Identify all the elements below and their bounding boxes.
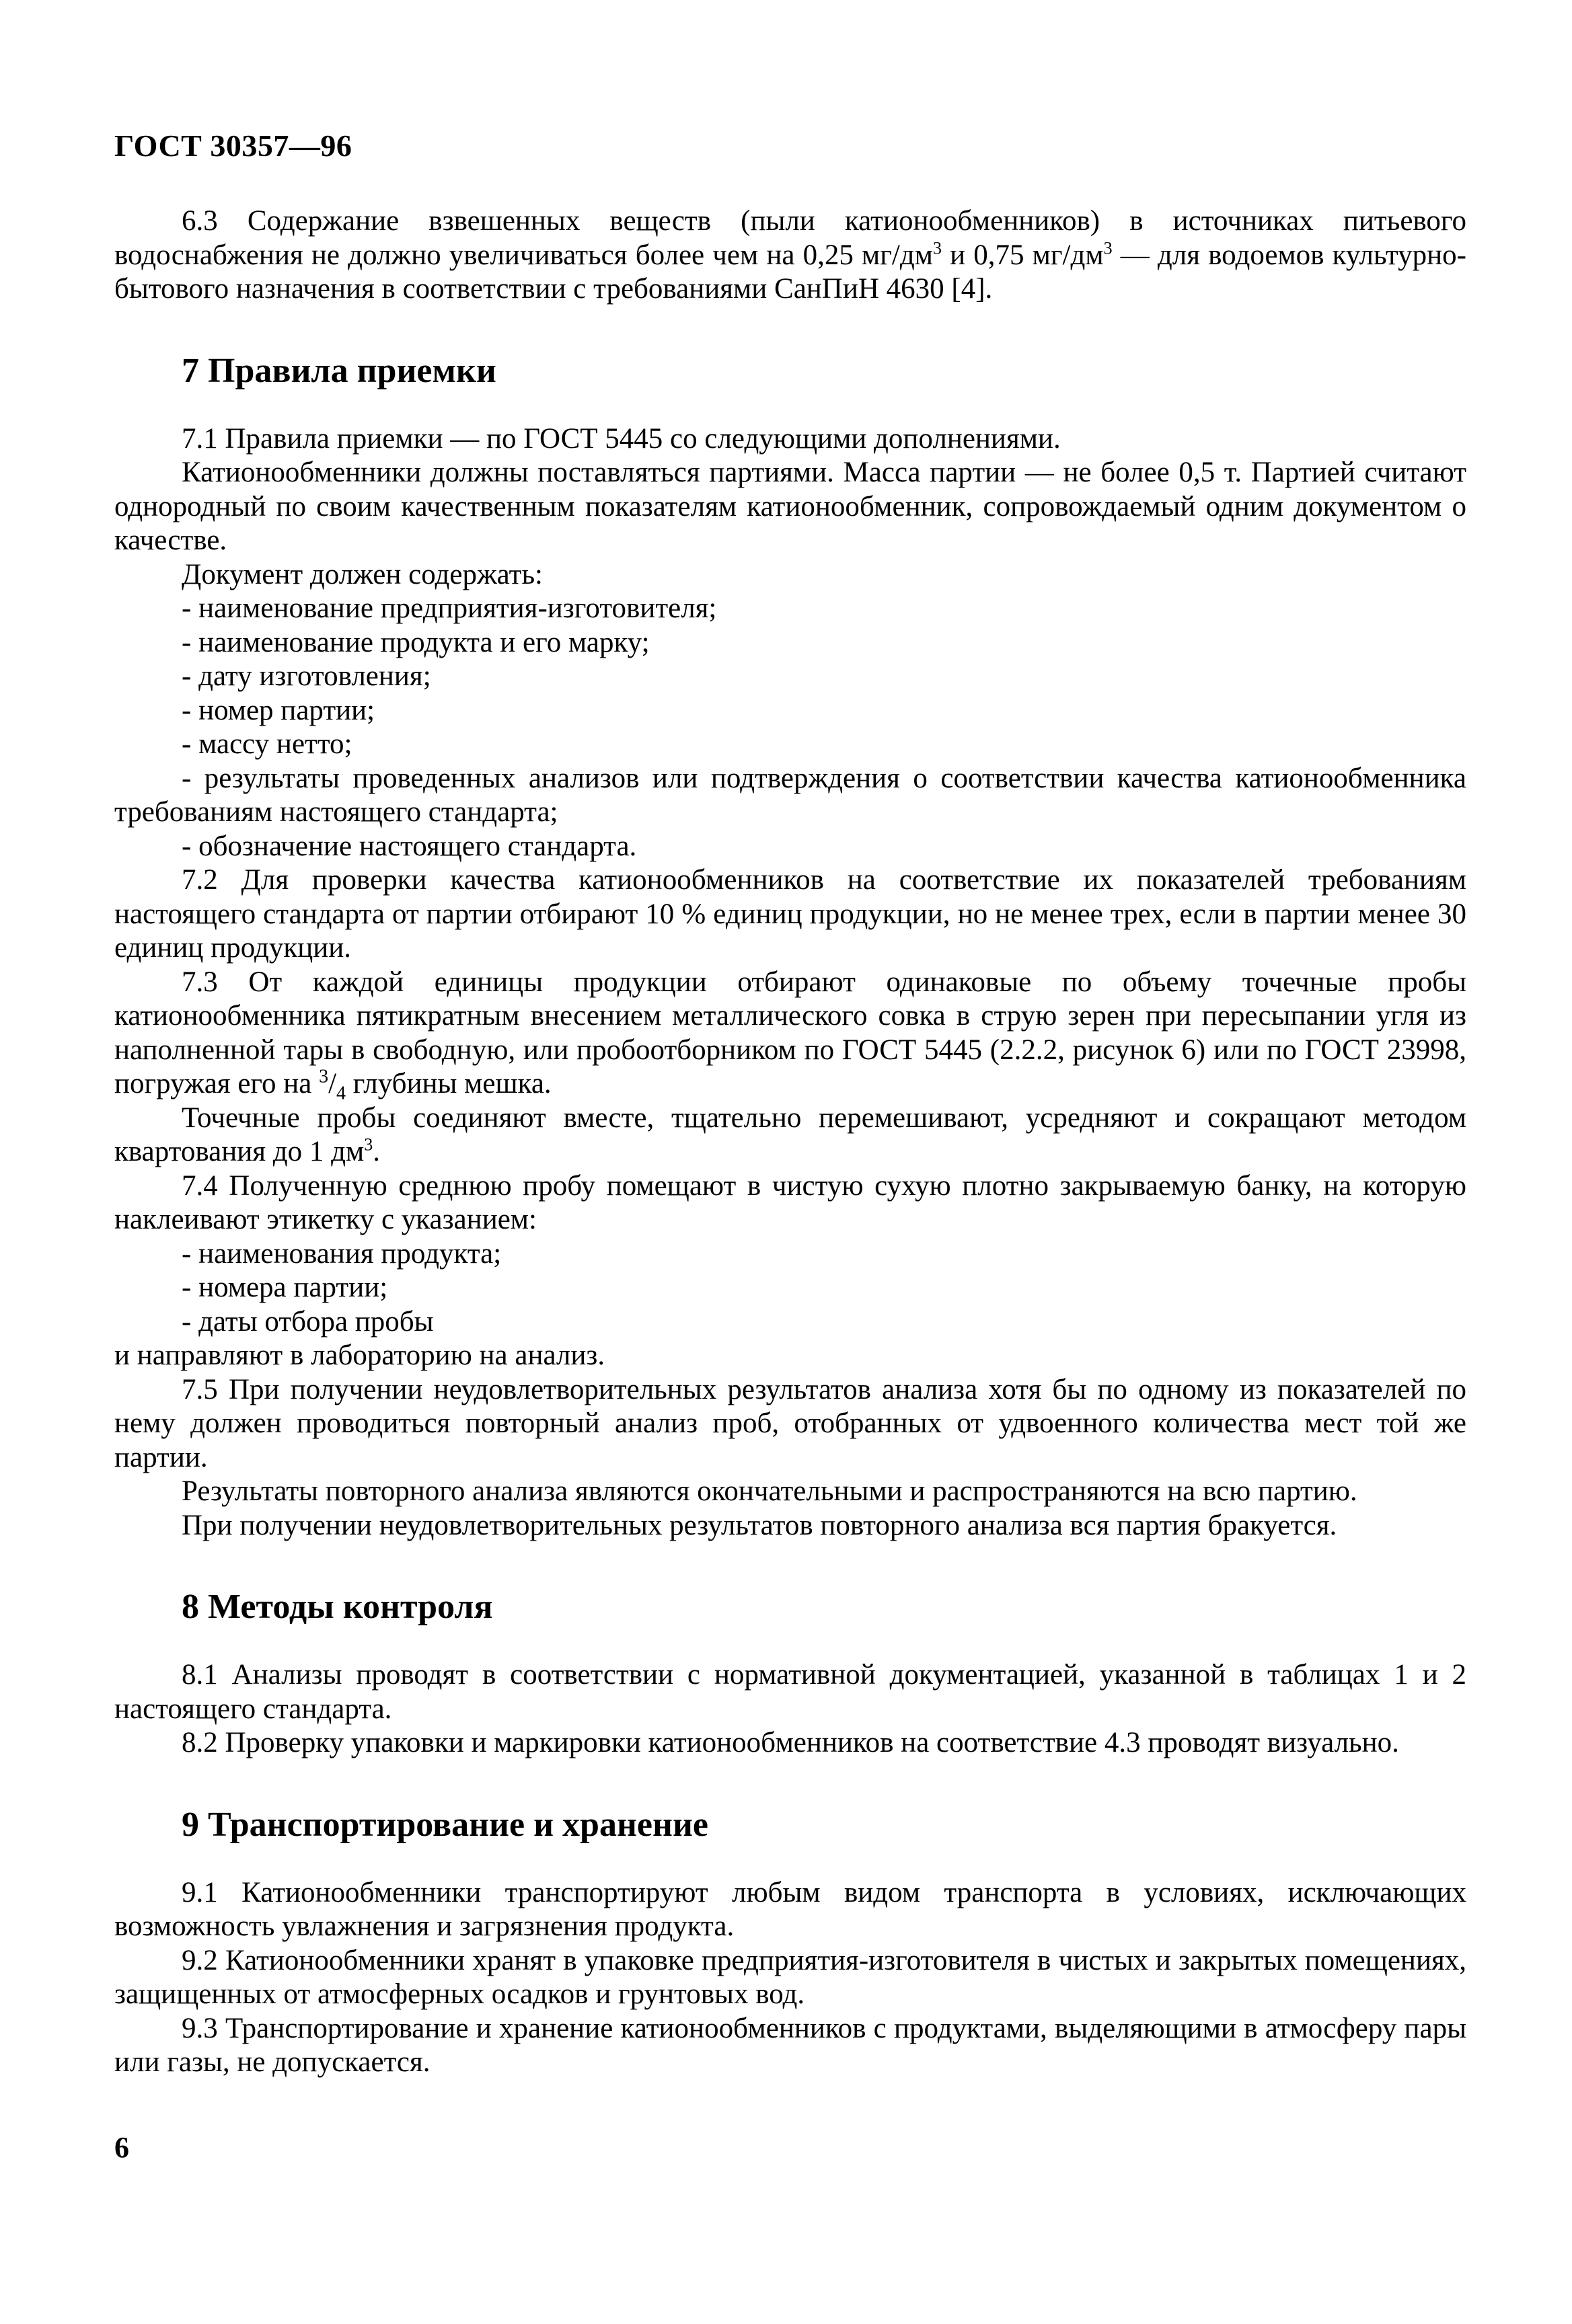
list-item: - массу нетто; bbox=[182, 728, 352, 760]
paragraph-7-3-quartering-text: Точечные пробы соединяют вместе, тщательно перемешивают, усредняют и сокращают методом квартования до 1 дм bbox=[114, 1101, 1466, 1167]
list-item: - наименования продукта; bbox=[182, 1237, 502, 1270]
list-item: - обозначение настоящего стандарта. bbox=[182, 830, 637, 862]
superscript-3: 3 bbox=[1103, 238, 1113, 258]
section-7-heading: 7 Правила приемки bbox=[182, 351, 496, 390]
list-item: - номера партии; bbox=[182, 1272, 388, 1303]
list-item: - наименование предприятия-изготовителя; bbox=[182, 592, 717, 624]
document-contents-intro: Документ должен содержать: bbox=[182, 558, 543, 590]
paragraph-7-5-final: Результаты повторного анализа являются окончательными и распространяются на всю партию. bbox=[182, 1475, 1357, 1507]
document-header: ГОСТ 30357—96 bbox=[114, 128, 352, 163]
paragraph-6-3-text-b: и 0,75 мг/дм bbox=[941, 239, 1104, 271]
paragraph-7-5: 7.5 При получении неудовлетворительных результатов анализа хотя бы по одному из показателей по нему должен проводиться повторный анализ проб, отобранных от удвоенного количества мест той же партии. bbox=[114, 1373, 1466, 1473]
fraction-three-quarters: $^3/_4$ bbox=[319, 1066, 346, 1104]
list-item: - наименование продукта и его марку; bbox=[182, 626, 650, 658]
superscript-3: 3 bbox=[932, 238, 942, 258]
paragraph-6-3-text-a: 6.3 Содержание взвешенных веществ (пыли катионообменников) в источниках питьевого водоснабжения не должно увеличиваться более чем на 0,25 мг/дм bbox=[114, 205, 1466, 271]
page-body bbox=[114, 0, 1466, 2324]
list-item: - даты отбора пробы bbox=[182, 1305, 434, 1338]
paragraph-7-3-text-a: 7.3 От каждой единицы продукции отбирают одинаковые по объему точечные пробы катионообменника пятикратным внесением металлического совка в струю зерен при пересыпании угля из наполненной тары в свободную, или пробоотборником по ГОСТ 5445 (2.2.2, рисунок 6) или по ГОСТ 23998, погружая его на bbox=[114, 966, 1466, 1099]
paragraph-9-3: 9.3 Транспортирование и хранение катионообменников с продуктами, выделяющими в атмосферу пары или газы, не допускается. bbox=[114, 2012, 1466, 2078]
paragraph-9-1: 9.1 Катионообменники транспортируют любым видом транспорта в условиях, исключающих возможность увлажнения и загрязнения продукта. bbox=[114, 1876, 1466, 1942]
list-item: - номер партии; bbox=[182, 694, 375, 726]
paragraph-6-3 bbox=[114, 204, 1466, 307]
list-item: - дату изготовления; bbox=[182, 660, 431, 692]
fraction-denominator: 4 bbox=[336, 1083, 346, 1104]
page-number: 6 bbox=[114, 2131, 129, 2164]
paragraph-9-2: 9.2 Катионообменники хранят в упаковке предприятия-изготовителя в чистых и закрытых помещениях, защищенных от атмосферных осадков и грунтовых вод. bbox=[114, 1944, 1466, 2010]
paragraph-8-2: 8.2 Проверку упаковки и маркировки катионообменников на соответствие 4.3 проводят визуально. bbox=[182, 1727, 1399, 1758]
document-content bbox=[114, 204, 1466, 2080]
paragraph-7-3 bbox=[114, 966, 1466, 1104]
paragraph-7-4-end: и направляют в лабораторию на анализ. bbox=[114, 1340, 605, 1371]
paragraph-7-5-reject: При получении неудовлетворительных результатов повторного анализа вся партия бракуется. bbox=[182, 1509, 1337, 1541]
superscript-3: 3 bbox=[364, 1134, 373, 1155]
paragraph-7-2: 7.2 Для проверки качества катионообменников на соответствие их показателей требованиям настоящего стандарта от партии отбирают 10 % единиц продукции, но не менее трех, если в партии менее 30 единиц продукции. bbox=[114, 864, 1466, 964]
paragraph-7-3-quartering-end: . bbox=[373, 1136, 380, 1167]
paragraph-7-1: 7.1 Правила приемки — по ГОСТ 5445 со следующими дополнениями. bbox=[182, 422, 1061, 455]
paragraph-6-3-text-c: — для водоемов культурно-бытового назначения в соответствии с требованиями СанПиН 4630 [4]. bbox=[114, 239, 1466, 305]
list-item: - результаты проведенных анализов или подтверждения о соответствии качества катионообменника требованиям настоящего стандарта; bbox=[114, 762, 1466, 828]
paragraph-7-4: 7.4 Полученную среднюю пробу помещают в чистую сухую плотно закрываемую банку, на которую наклеивают этикетку с указанием: bbox=[114, 1169, 1466, 1235]
fraction-numerator: 3 bbox=[319, 1066, 329, 1087]
paragraph-7-3-quartering bbox=[114, 1101, 1466, 1169]
paragraph-7-3-text-b: глубины мешка. bbox=[346, 1068, 552, 1099]
paragraph-8-1: 8.1 Анализы проводят в соответствии с нормативной документацией, указанной в таблицах 1 и 2 настоящего стандарта. bbox=[114, 1659, 1466, 1725]
paragraph-7-1-batch: Катионообменники должны поставляться партиями. Масса партии — не более 0,5 т. Партией считают однородный по своим качественным показателям катионообменник, сопровождаемый одним документом о качестве. bbox=[114, 457, 1466, 556]
section-9-heading: 9 Транспортирование и хранение bbox=[182, 1805, 708, 1844]
section-8-heading: 8 Методы контроля bbox=[182, 1588, 493, 1626]
